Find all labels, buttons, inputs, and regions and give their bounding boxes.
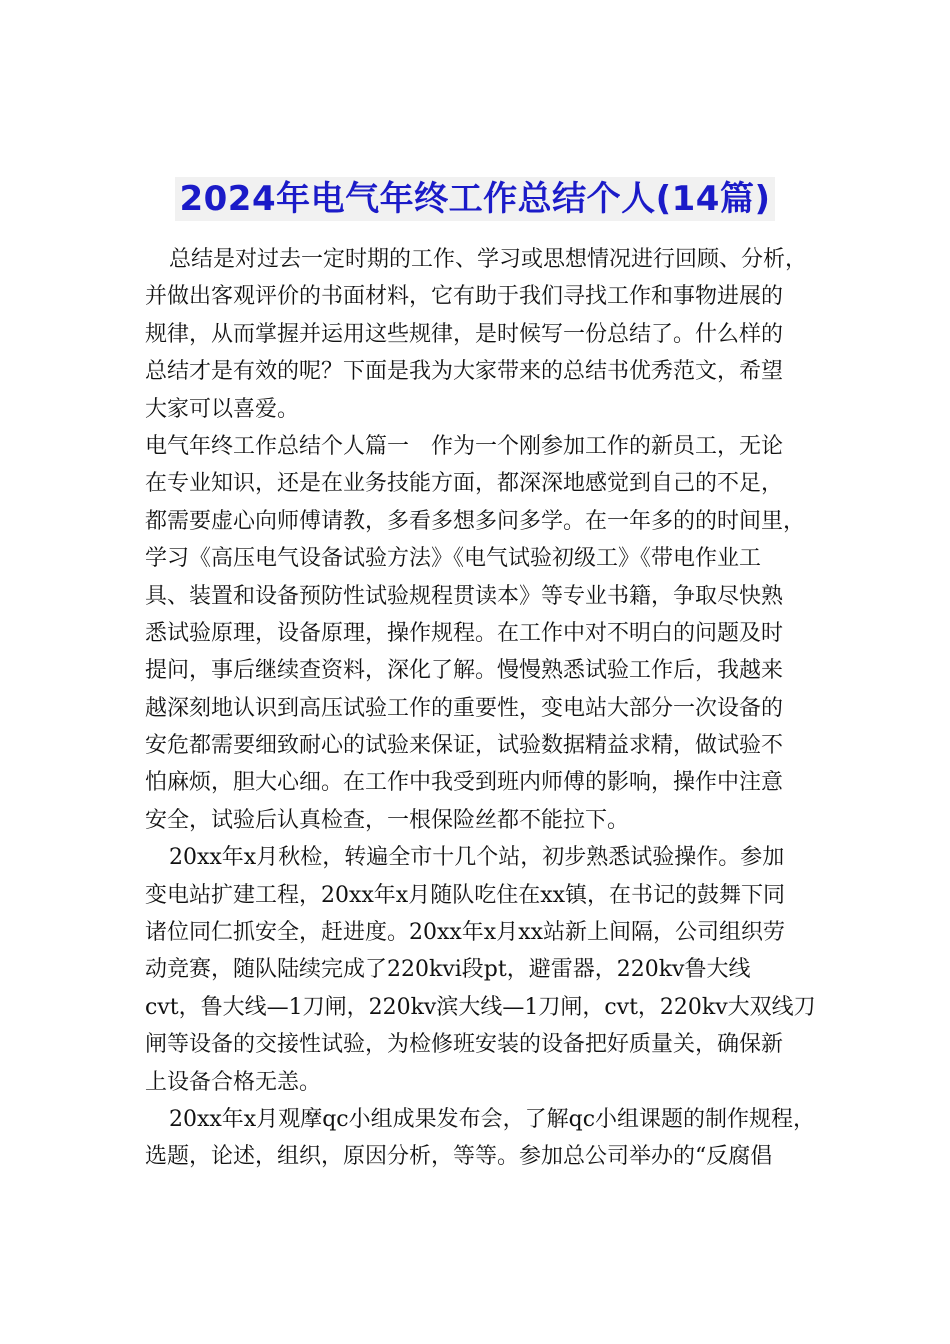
text-line: 安全，试验后认真检查，一根保险丝都不能拉下。: [145, 807, 630, 833]
text-line: 电气年终工作总结个人篇一 作为一个刚参加工作的新员工，无论: [145, 433, 784, 459]
text-line: 安危都需要细致耐心的试验来保证，试验数据精益求精，做试验不: [145, 733, 784, 759]
text-line: 提问，事后继续查资料，深化了解。慢慢熟悉试验工作后，我越来: [145, 658, 784, 684]
text-line: 在专业知识，还是在业务技能方面，都深深地感觉到自己的不足，: [145, 471, 784, 497]
text-line: 都需要虚心向师傅请教，多看多想多问多学。在一年多的的时间里，: [145, 508, 806, 534]
text-line: 悉试验原理，设备原理，操作规程。在工作中对不明白的问题及时: [145, 620, 784, 646]
text-line: 大家可以喜爱。: [145, 396, 300, 422]
text-line: 20xx年x月观摩qc小组成果发布会，了解qc小组课题的制作规程，: [169, 1106, 816, 1132]
text-line: 诸位同仁抓安全，赶进度。20xx年x月xx站新上间隔，公司组织劳: [145, 920, 786, 946]
text-line: 变电站扩建工程，20xx年x月随队吃住在xx镇，在书记的鼓舞下同: [145, 882, 786, 908]
text-line: 总结是对过去一定时期的工作、学习或思想情况进行回顾、分析，: [169, 247, 808, 272]
text-line: 并做出客观评价的书面材料，它有助于我们寻找工作和事物进展的: [145, 284, 784, 310]
text-line: 规律，从而掌握并运用这些规律，是时候写一份总结了。什么样的: [145, 321, 784, 347]
text-line: 越深刻地认识到高压试验工作的重要性，变电站大部分一次设备的: [145, 695, 784, 721]
text-line: 总结才是有效的呢？下面是我为大家带来的总结书优秀范文，希望: [145, 359, 784, 385]
text-line: cvt，鲁大线—1刀闸，220kv滨大线—1刀闸，cvt，220kv大双线刀: [145, 994, 816, 1020]
text-line: 闸等设备的交接性试验，为检修班安装的设备把好质量关，确保新: [145, 1032, 784, 1058]
text-line: 动竞赛，随队陆续完成了220kvⅰ段pt，避雷器，220kv鲁大线: [145, 957, 751, 983]
text-line: 学习《高压电气设备试验方法》《电气试验初级工》《带电作业工: [145, 546, 762, 572]
document-body: [145, 241, 835, 1176]
text-line: 上设备合格无恙。: [145, 1069, 322, 1095]
document-title: 2024年电气年终工作总结个人(14篇): [175, 177, 774, 221]
text-line: 选题，论述，组织，原因分析，等等。参加总公司举办的“反腐倡: [145, 1144, 773, 1170]
text-line: 20xx年x月秋检，转遍全市十几个站，初步熟悉试验操作。参加: [169, 845, 785, 871]
title-container: [0, 177, 950, 221]
text-line: 具、装置和设备预防性试验规程贯读本》等专业书籍，争取尽快熟: [145, 583, 784, 609]
text-line: 怕麻烦，胆大心细。在工作中我受到班内师傅的影响，操作中注意: [145, 770, 784, 796]
